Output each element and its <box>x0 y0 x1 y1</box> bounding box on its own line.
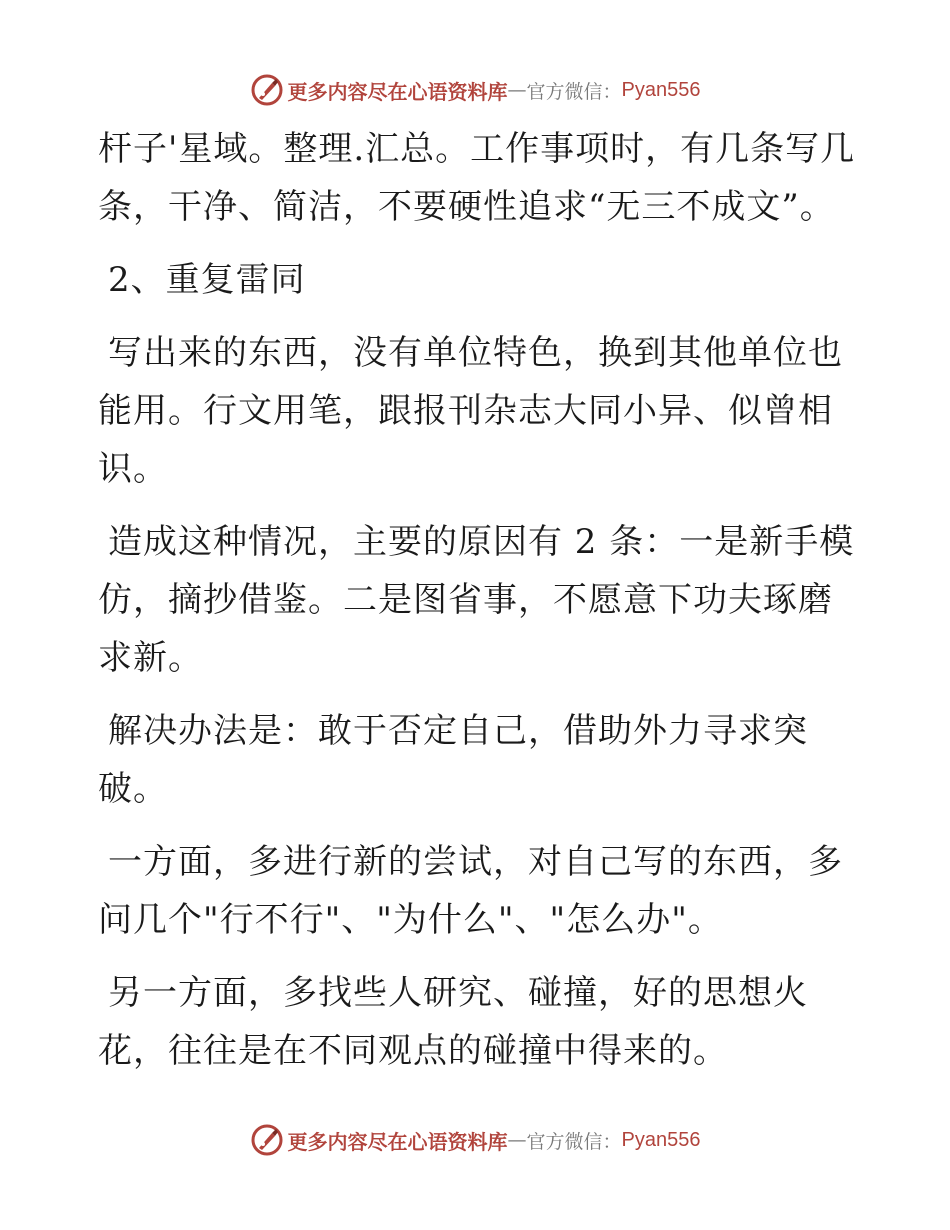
section-heading-repetition: 2、重复雷同 <box>108 260 306 300</box>
header-watermark-banner <box>0 70 950 110</box>
banner-dash: — <box>507 79 527 101</box>
wechat-label: 官方微信： <box>526 1130 622 1153</box>
paragraph-one-hand: 一方面，多进行新的尝试，对自己写的东西，多问几个"行不行"、"为什么"、"怎么办"。 <box>98 842 843 940</box>
pen-logo-icon <box>250 73 284 107</box>
banner-dash: — <box>507 1129 527 1151</box>
paragraph-causes: 造成这种情况，主要的原因有 2 条：一是新手模仿，摘抄借鉴。二是图省事，不愿意下功夫琢磨求新。 <box>98 522 855 678</box>
paragraph-solution: 解决办法是：敢于否定自己，借助外力寻求突破。 <box>98 711 808 809</box>
paragraph-problem: 写出来的东西，没有单位特色，换到其他单位也能用。行文用笔，跟报刊杂志大同小异、似曾相识。 <box>98 333 843 489</box>
wechat-id: Pyan556 <box>621 1128 701 1151</box>
footer-watermark-banner <box>0 1120 950 1160</box>
paragraph-intro-continued: 杆子'星域。整理.汇总。工作事项时，有几条写几条，干净、简洁，不要硬性追求“无三不成文”。 <box>98 129 856 227</box>
promo-text: 更多内容尽在心语资料库 <box>287 1129 508 1154</box>
promo-text: 更多内容尽在心语资料库 <box>287 79 508 104</box>
paragraph-other-hand: 另一方面，多找些人研究、碰撞，好的思想火花，往往是在不同观点的碰撞中得来的。 <box>98 973 808 1071</box>
wechat-label: 官方微信： <box>526 80 622 103</box>
wechat-id: Pyan556 <box>621 78 701 101</box>
pen-logo-icon <box>250 1123 284 1157</box>
document-body <box>98 120 858 1095</box>
